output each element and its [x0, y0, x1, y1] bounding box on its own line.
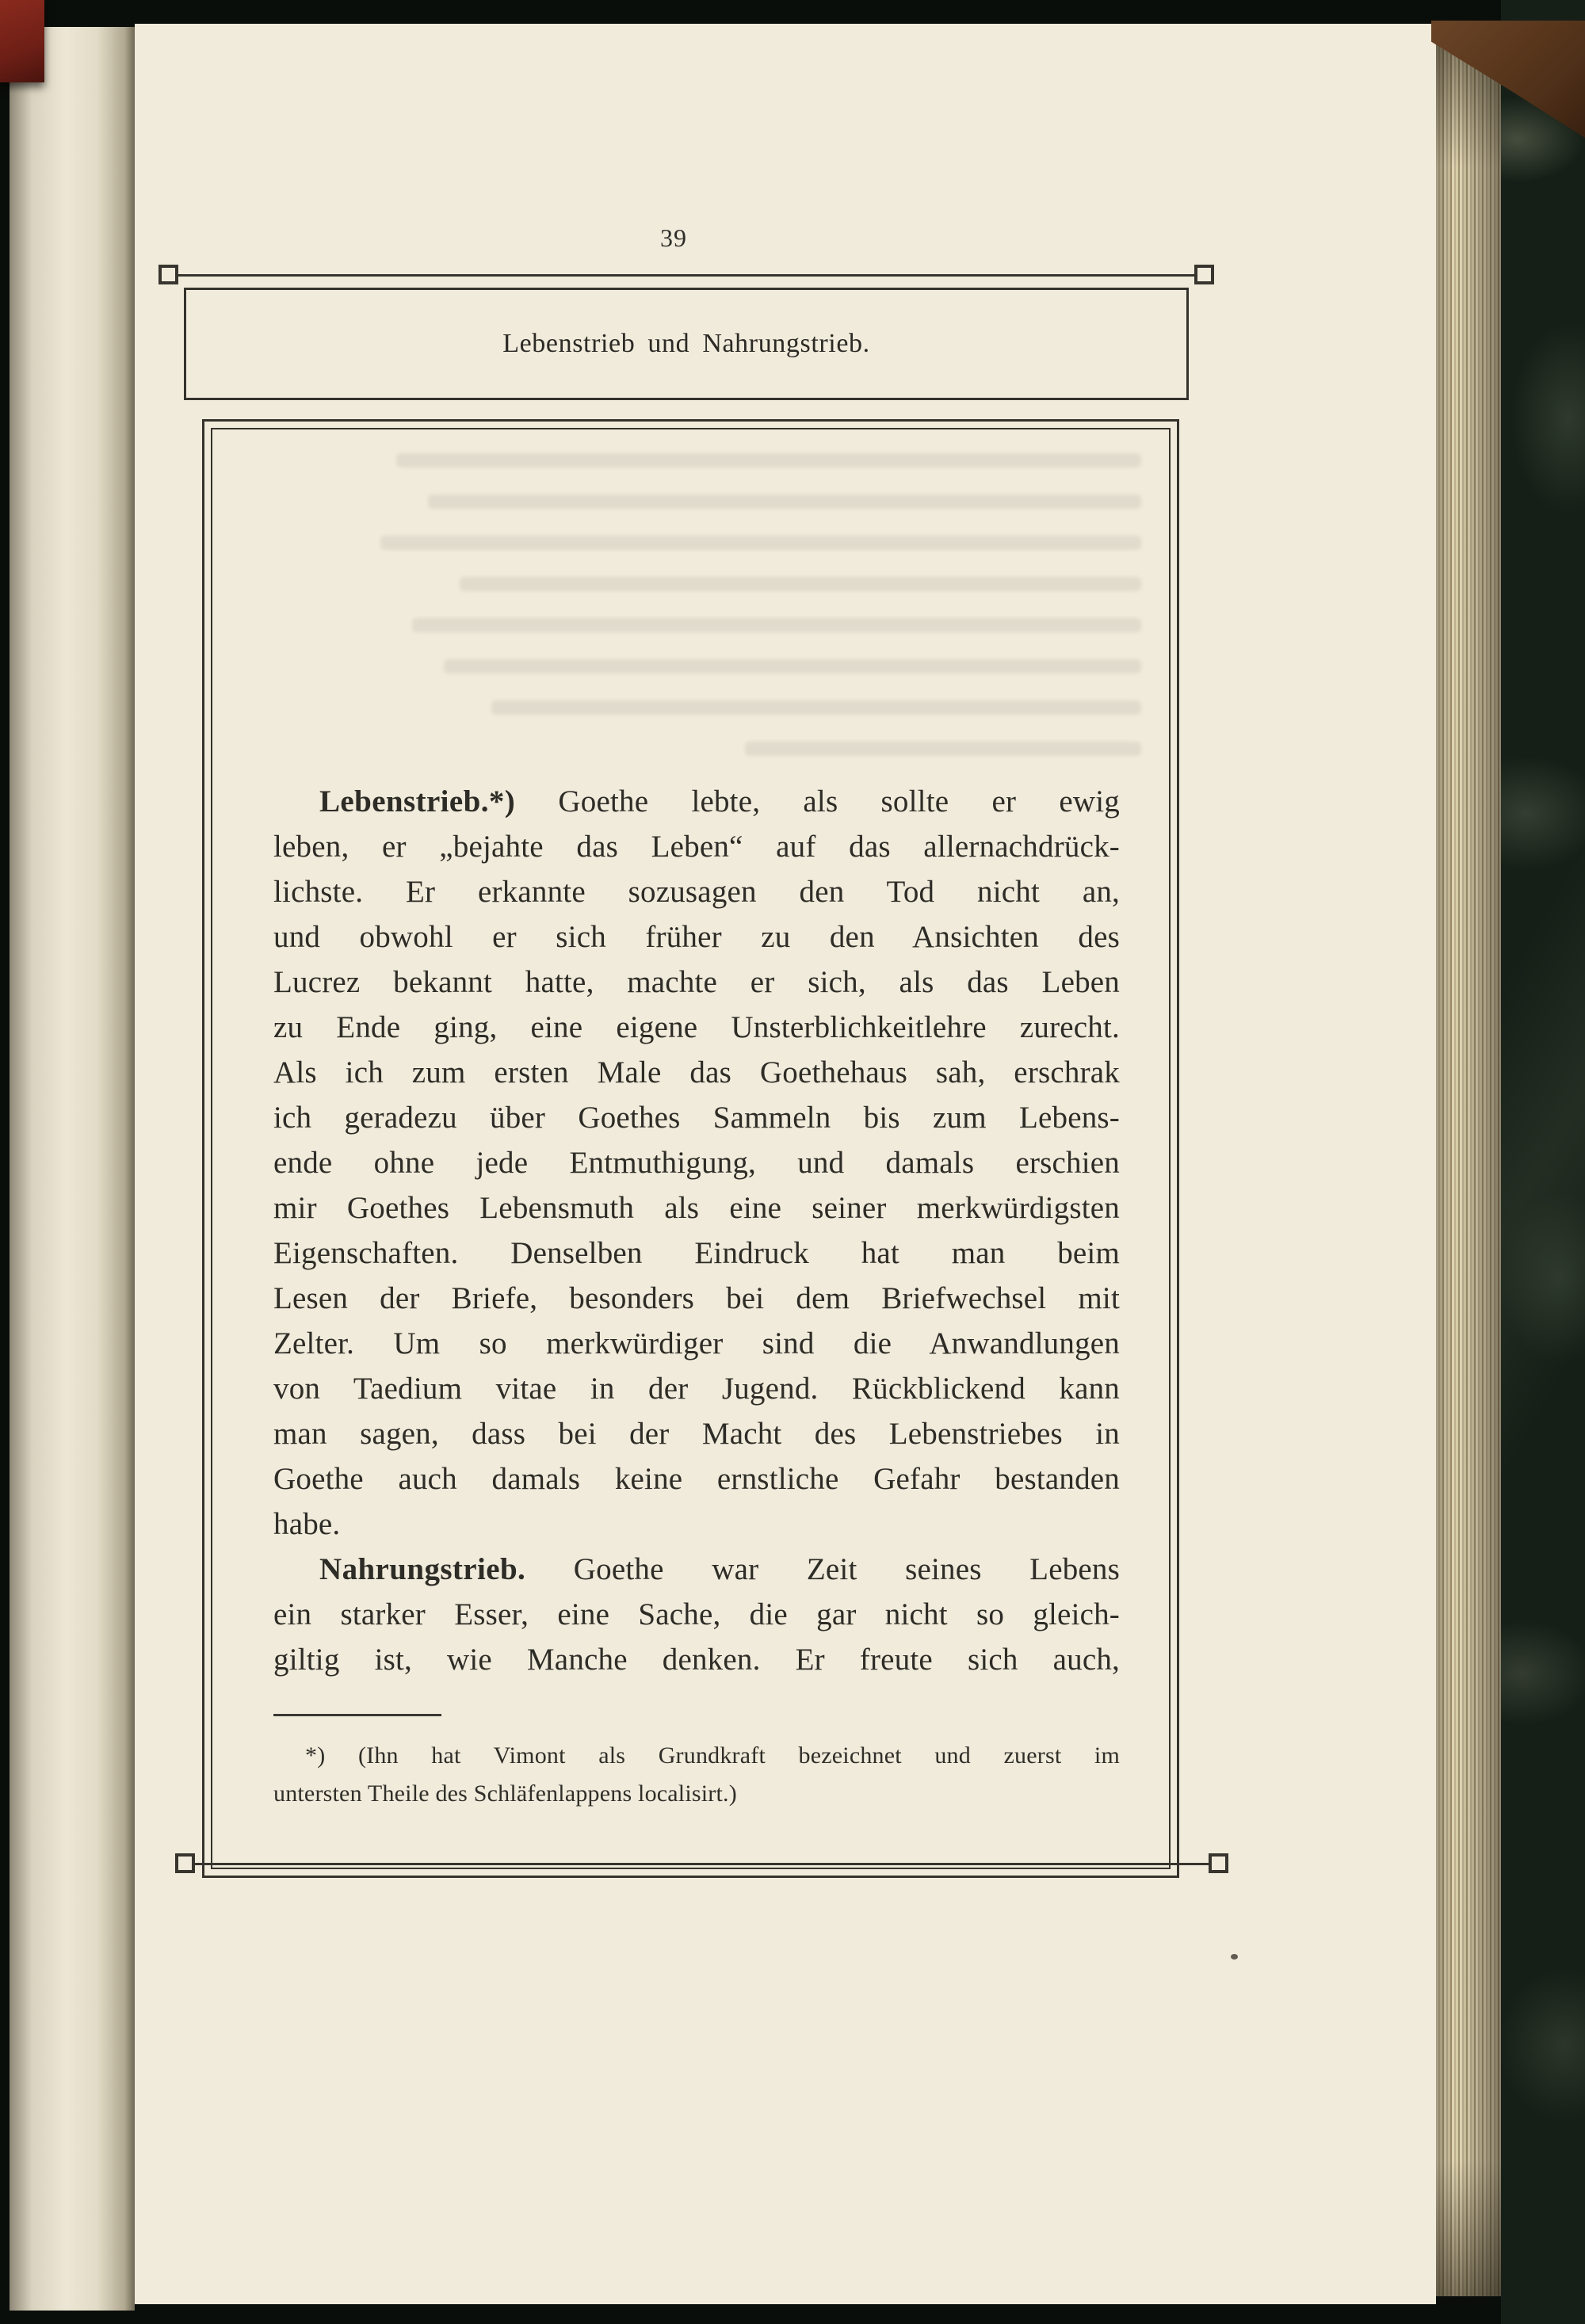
line-text: leben, er „bejahte das Leben“ auf das allernachdrück- — [273, 830, 1120, 864]
text-line — [273, 1411, 1120, 1456]
show-through-line — [412, 618, 1141, 632]
line-text: mir Goethes Lebensmuth als eine seiner merkwürdigsten — [273, 1191, 1120, 1225]
text-line — [273, 1366, 1120, 1411]
ornament-square-bottom-right — [1209, 1853, 1228, 1873]
text-line — [273, 1456, 1120, 1502]
text-line — [273, 779, 1120, 824]
page-show-through — [341, 453, 1141, 783]
text-line — [273, 1321, 1120, 1366]
line-text: man sagen, dass bei der Macht des Lebenstriebes in — [273, 1417, 1120, 1451]
ornament-square-top-left — [158, 265, 178, 284]
show-through-line — [745, 742, 1141, 756]
text-line — [273, 1502, 1120, 1547]
text-line — [273, 1737, 1120, 1775]
ornament-square-top-right — [1194, 265, 1214, 284]
line-text: habe. — [273, 1507, 341, 1541]
spine-headband — [0, 0, 44, 82]
text-line — [273, 1095, 1120, 1140]
text-line — [273, 1547, 1120, 1592]
line-text: Goethe lebte, als sollte er ewig — [515, 784, 1120, 819]
line-text: Zelter. Um so merkwürdiger sind die Anwandlungen — [273, 1326, 1120, 1360]
marbled-cover — [1501, 0, 1585, 2324]
line-text: zu Ende ging, eine eigene Unsterblichkeitlehre zurecht. — [273, 1010, 1120, 1044]
line-text: lichste. Er erkannte sozusagen den Tod nicht an, — [273, 875, 1120, 909]
line-text: ende ohne jede Entmuthigung, und damals erschien — [273, 1146, 1120, 1180]
line-text: *) (Ihn hat Vimont als Grundkraft bezeichnet und zuerst im — [305, 1742, 1120, 1769]
footnote — [273, 1737, 1120, 1813]
show-through-line — [396, 453, 1141, 467]
footnote-rule — [273, 1714, 441, 1716]
text-line — [273, 1775, 1120, 1813]
header-frame — [184, 288, 1189, 400]
header-title: Lebenstrieb und Nahrungstrieb. — [502, 329, 870, 358]
line-text: ich geradezu über Goethes Sammeln bis zum Lebens- — [273, 1101, 1120, 1135]
line-text: ein starker Esser, eine Sache, die gar nicht so gleich- — [273, 1597, 1120, 1631]
line-text: Goethe auch damals keine ernstliche Gefahr bestanden — [273, 1462, 1120, 1496]
frame-ornament-line-bottom — [185, 1863, 1219, 1865]
line-text: Lesen der Briefe, besonders bei dem Briefwechsel mit — [273, 1281, 1120, 1315]
bold-lead: Lebenstrieb.*) — [319, 784, 516, 819]
show-through-line — [444, 659, 1141, 674]
line-text: giltig ist, wie Manche denken. Er freute sich auch, — [273, 1643, 1120, 1677]
text-line — [273, 1185, 1120, 1231]
show-through-line — [460, 577, 1141, 591]
text-line — [273, 1005, 1120, 1050]
show-through-line — [491, 700, 1141, 715]
line-text: Eigenschaften. Denselben Eindruck hat man beim — [273, 1236, 1120, 1270]
text-line — [273, 1592, 1120, 1637]
line-text: Goethe war Zeit seines Lebens — [525, 1552, 1120, 1586]
facing-page-edge — [10, 27, 135, 2311]
line-text: Lucrez bekannt hatte, machte er sich, als das Leben — [273, 965, 1120, 999]
line-text: untersten Theile des Schläfenlappens localisirt.) — [273, 1780, 737, 1807]
line-text: von Taedium vitae in der Jugend. Rückblickend kann — [273, 1372, 1120, 1406]
ornament-square-bottom-left — [175, 1853, 195, 1873]
line-text: Als ich zum ersten Male das Goethehaus sah, erschrak — [273, 1055, 1120, 1089]
show-through-line — [380, 536, 1141, 550]
line-text: und obwohl er sich früher zu den Ansichten des — [273, 920, 1120, 954]
text-line — [273, 1637, 1120, 1682]
ink-speck — [1231, 1954, 1238, 1960]
bold-lead: Nahrungstrieb. — [319, 1552, 526, 1586]
text-line — [273, 869, 1120, 914]
page-number: 39 — [660, 223, 687, 252]
text-line — [273, 914, 1120, 960]
text-line — [273, 1140, 1120, 1185]
text-line — [273, 1231, 1120, 1276]
page-stack-fore-edge — [1436, 32, 1503, 2296]
frame-ornament-line-top — [168, 274, 1205, 277]
text-line — [273, 1276, 1120, 1321]
show-through-line — [428, 494, 1141, 509]
body-text — [273, 779, 1120, 1682]
text-line — [273, 824, 1120, 869]
text-line — [273, 1050, 1120, 1095]
text-line — [273, 960, 1120, 1005]
